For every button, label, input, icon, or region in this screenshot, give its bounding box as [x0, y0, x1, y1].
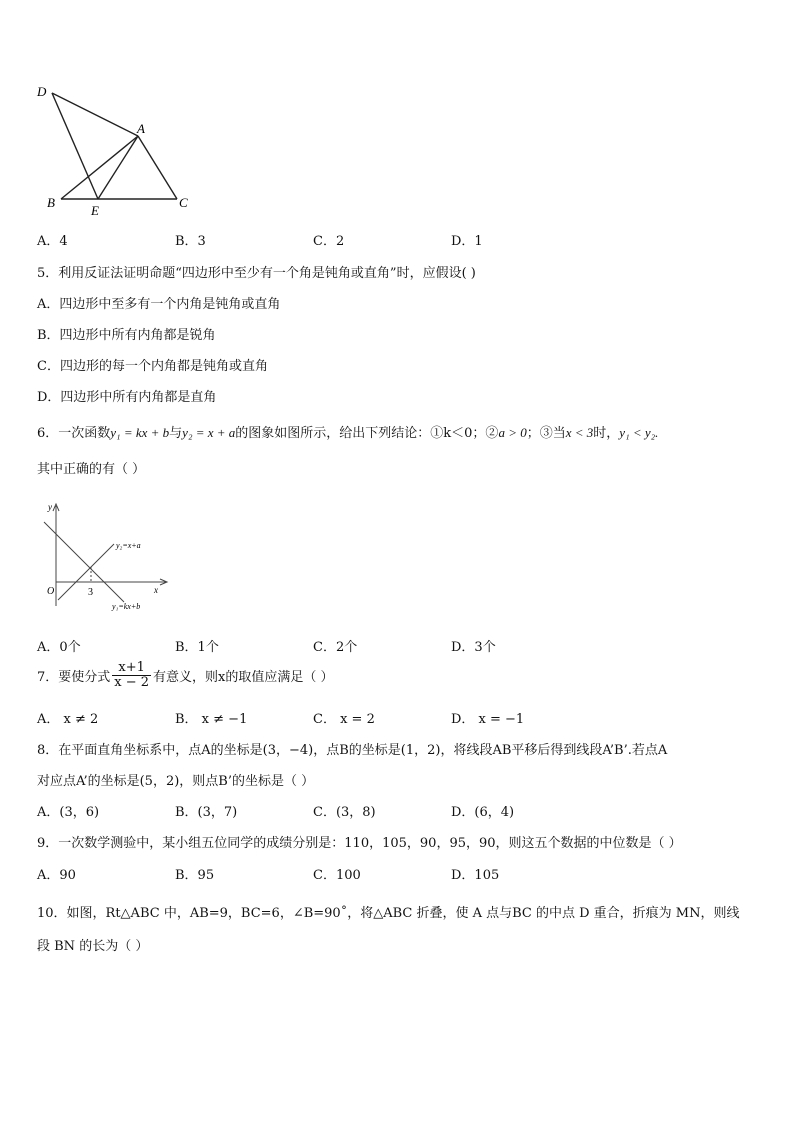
q6-option-c[interactable]: C．2个 [313, 640, 358, 655]
q8-stem-line1: 8．在平面直角坐标系中，点A的坐标是(3，−4)，点B的坐标是(1，2)，将线段AB平移后得到线段A’B’.若点A [37, 743, 668, 758]
q6-stem-e: 时， [593, 426, 620, 441]
q4-option-a[interactable]: A．4 [37, 234, 68, 249]
label-C: C [179, 195, 188, 210]
q7-option-d[interactable]: D． x = −1 [451, 712, 525, 727]
q8-option-d[interactable]: D．(6，4) [451, 805, 515, 820]
q4-option-c[interactable]: C．2 [313, 234, 345, 249]
q10-stem-line1: 10．如图，Rt△ABC 中，AB=9，BC=6，∠B=90˚，将△ABC 折叠，使 A 点与BC 的中点 D 重合，折痕为 MN，则线 [37, 906, 740, 921]
q8-option-c[interactable]: C．(3，8) [313, 805, 376, 820]
q5-option-d[interactable]: D．四边形中所有内角都是直角 [37, 390, 217, 405]
q7-option-b[interactable]: B． x ≠ −1 [175, 712, 248, 727]
graph-origin: O [47, 586, 55, 597]
q7-stem-b: 有意义，则x的取值应满足（ ） [153, 670, 334, 685]
q6-math-a: a > 0 [498, 425, 527, 440]
q9-option-d[interactable]: D．105 [451, 868, 500, 883]
q9-option-b[interactable]: B．95 [175, 868, 215, 883]
q7-fraction [112, 661, 151, 690]
graph-x-label: x [154, 585, 158, 595]
q6-stem-a: 6．一次函数 [37, 426, 111, 441]
graph-tick-3: 3 [88, 587, 93, 598]
q6-stem-line2: 其中正确的有（ ） [37, 462, 146, 477]
q6-option-a[interactable]: A．0个 [37, 640, 81, 655]
q7-denominator: x − 2 [114, 675, 150, 690]
q7-option-c[interactable]: C． x = 2 [313, 712, 375, 727]
q6-stem-d: ；③当 [526, 426, 566, 441]
graph-line-y1: y₁=kx+b [112, 602, 141, 611]
q6-stem-c: 的图象如图所示，给出下列结论：①k＜0；② [235, 426, 499, 441]
q10-stem-line2: 段 BN 的长为（ ） [37, 939, 149, 954]
q9-option-a[interactable]: A．90 [37, 868, 76, 883]
label-A: A [137, 121, 145, 136]
q6-stem [37, 422, 658, 441]
q7-stem-a: 7．要使分式 [37, 670, 111, 685]
q6-math-y2: y₂ = x + a [182, 425, 236, 440]
q6-math-y: y₁ < y₂. [619, 425, 659, 440]
label-E: E [91, 203, 99, 218]
q7-stem [37, 661, 334, 690]
q6-math-y1: y₁ = kx + b [110, 425, 170, 440]
q5-option-b[interactable]: B．四边形中所有内角都是锐角 [37, 328, 216, 343]
q8-option-a[interactable]: A．(3，6) [37, 805, 100, 820]
q8-stem-line2: 对应点A’的坐标是(5，2)，则点B’的坐标是（ ） [37, 774, 315, 789]
graph-line-y2: y₂=x+a [116, 541, 141, 550]
q6-stem-b: 与 [169, 426, 183, 441]
graph-y-label: y [48, 502, 52, 512]
q6-option-b[interactable]: B．1个 [175, 640, 219, 655]
q8-option-b[interactable]: B．(3，7) [175, 805, 238, 820]
q7-option-a[interactable]: A． x ≠ 2 [37, 712, 99, 727]
q6-graph [38, 498, 173, 618]
q4-option-d[interactable]: D．1 [451, 234, 483, 249]
geometry-figure [30, 78, 200, 218]
label-B: B [47, 195, 55, 210]
q5-option-a[interactable]: A．四边形中至多有一个内角是钝角或直角 [37, 297, 281, 312]
q9-option-c[interactable]: C．100 [313, 868, 361, 883]
q6-option-d[interactable]: D．3个 [451, 640, 496, 655]
q5-stem: 5．利用反证法证明命题“四边形中至少有一个角是钝角或直角”时，应假设( ) [37, 266, 476, 281]
q6-math-x: x < 3 [565, 425, 594, 440]
q7-numerator: x+1 [112, 661, 151, 676]
q4-option-b[interactable]: B．3 [175, 234, 206, 249]
label-D: D [37, 84, 47, 99]
q9-stem: 9．一次数学测验中，某小组五位同学的成绩分别是：110，105，90，95，90，则这五个数据的中位数是（ ） [37, 836, 682, 851]
q5-option-c[interactable]: C．四边形的每一个内角都是钝角或直角 [37, 359, 268, 374]
